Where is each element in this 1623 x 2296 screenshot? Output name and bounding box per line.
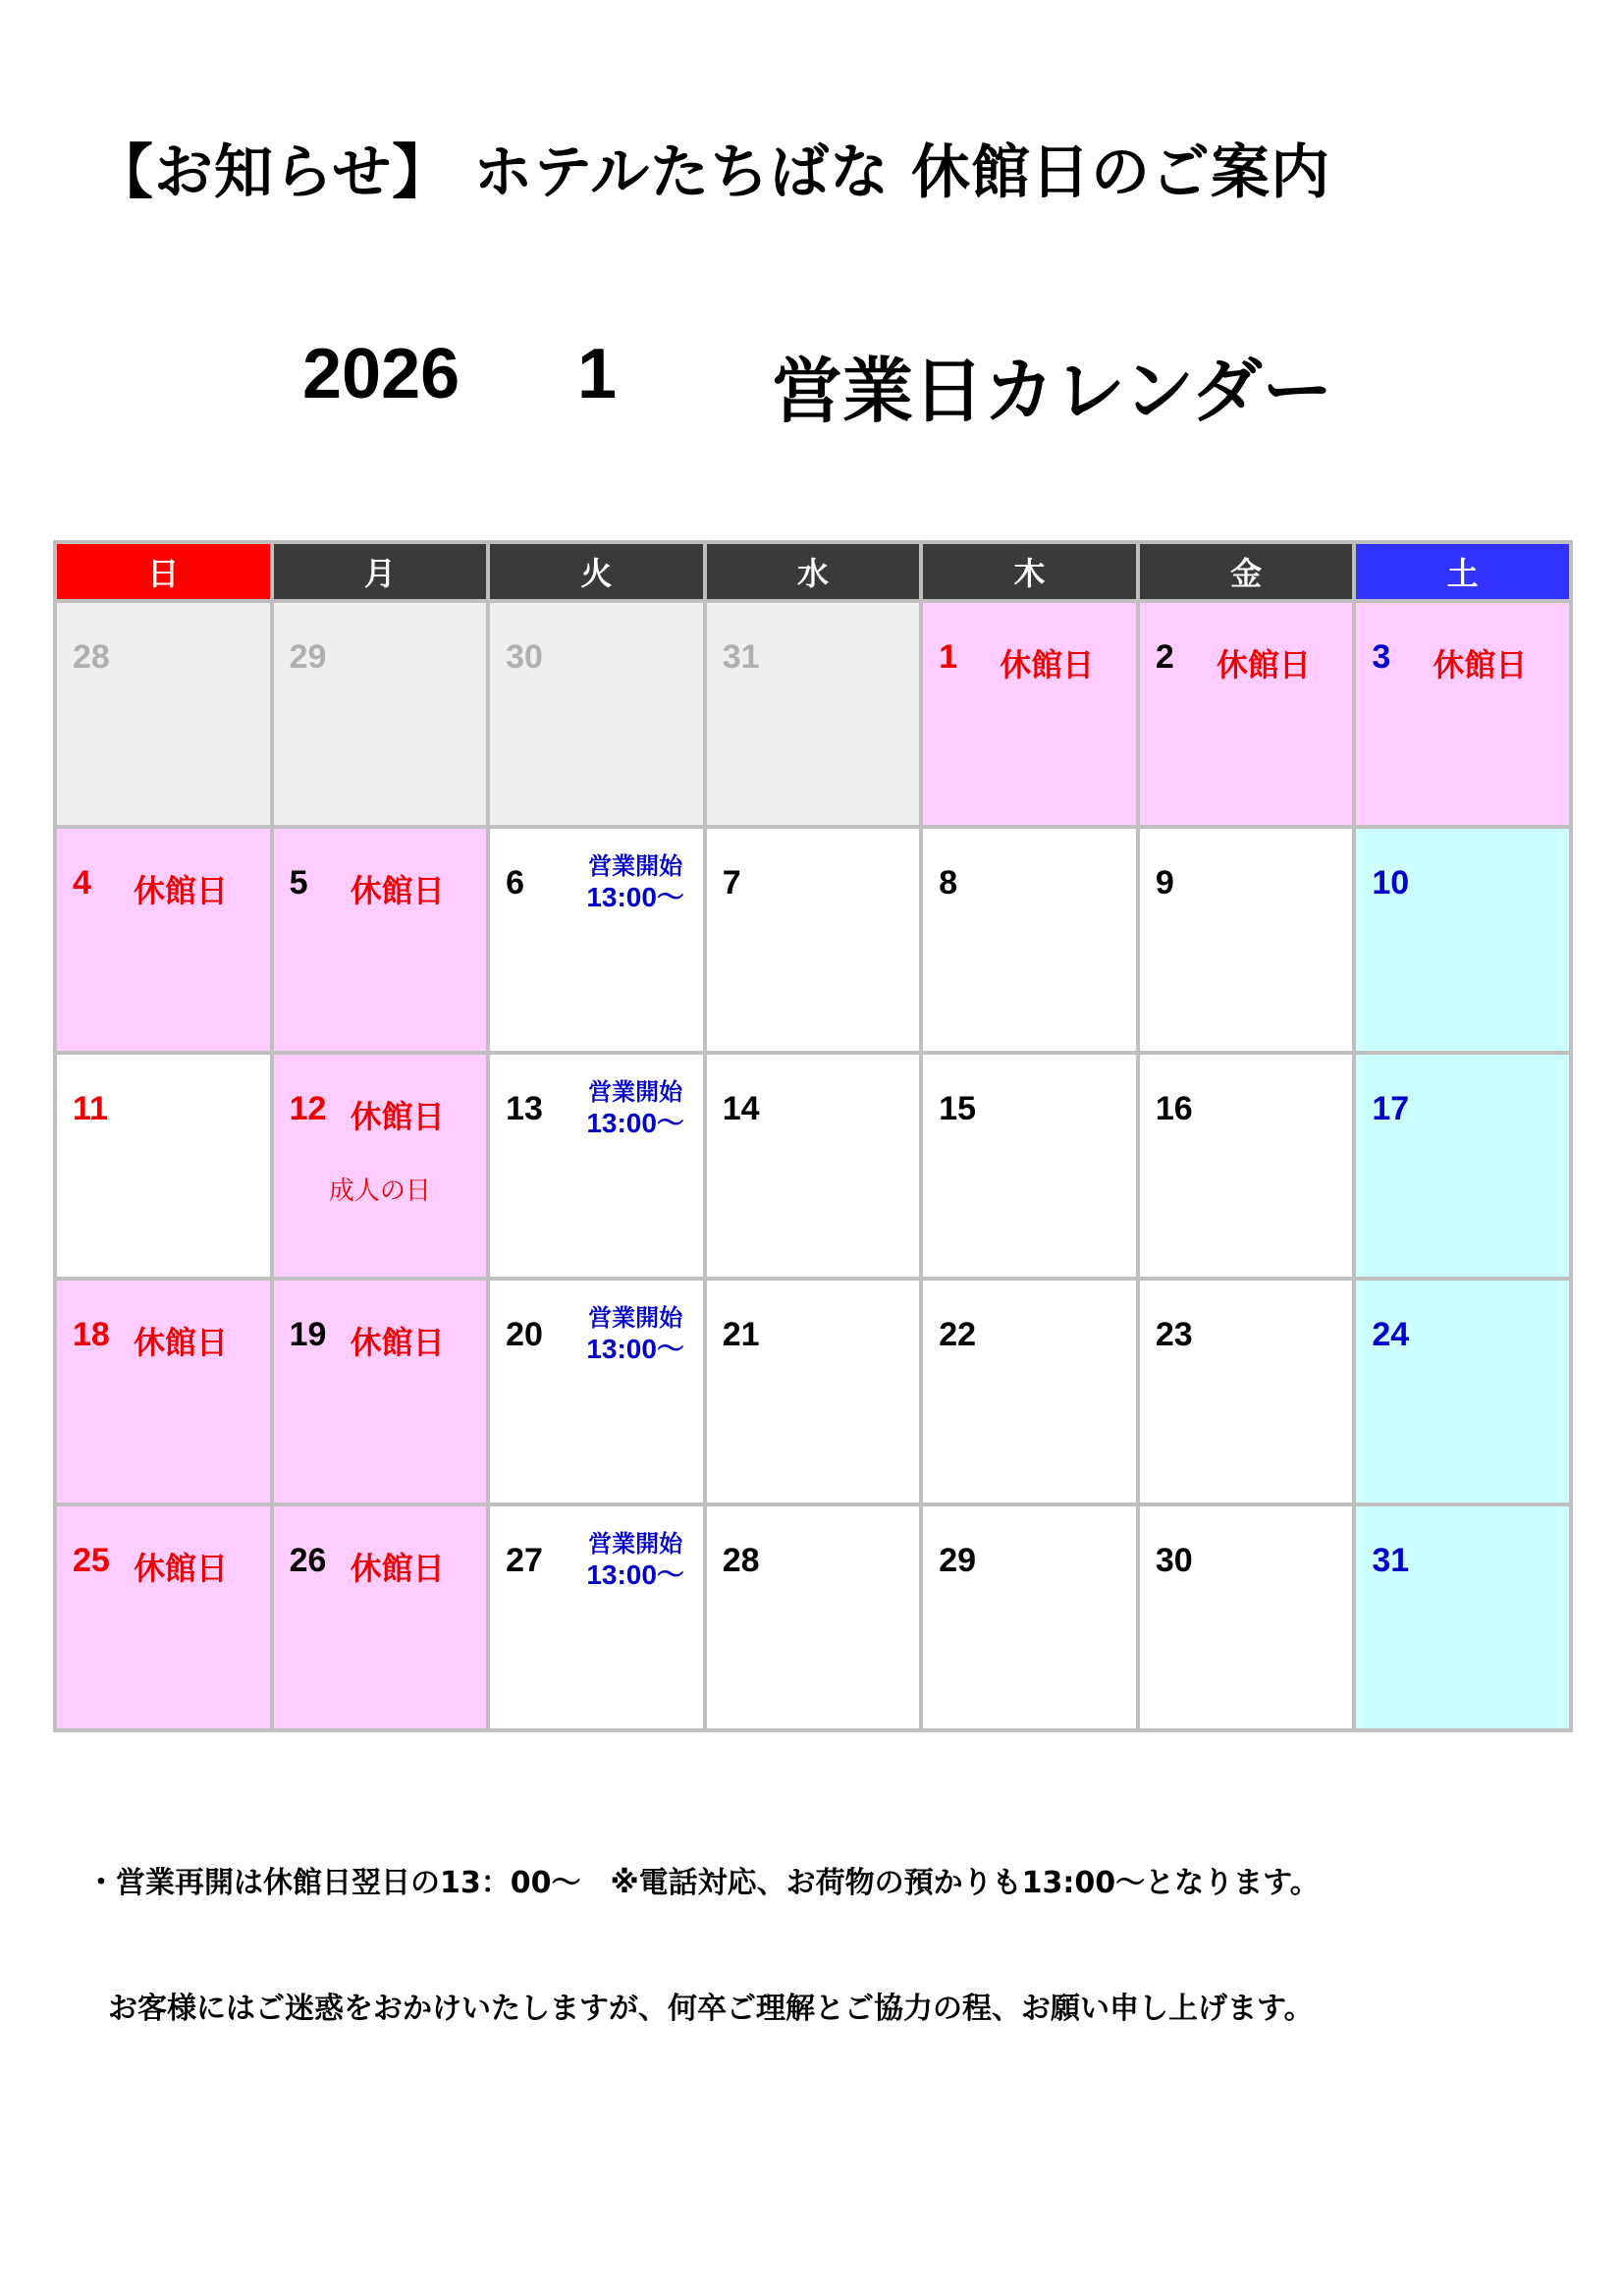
holiday-name: 成人の日: [328, 1176, 431, 1206]
day-cell-31: [1354, 1504, 1571, 1730]
day-cell-20: [488, 1279, 705, 1504]
calendar-week-1: [55, 601, 1571, 827]
weekday-header-fri: 金: [1138, 542, 1355, 601]
day-cell-9: [1138, 827, 1355, 1053]
calendar-week-5: [55, 1504, 1571, 1730]
calendar-title: [0, 334, 1623, 432]
day-cell-25: [55, 1504, 272, 1730]
day-number: 30: [506, 638, 543, 676]
closed-badge: 休館日: [1000, 646, 1095, 683]
day-cell-prev-30: [488, 601, 705, 827]
day-number: 4: [73, 864, 91, 902]
open-note-time: 13:00～: [586, 1108, 684, 1138]
closed-badge: 休館日: [134, 1550, 229, 1587]
day-cell-24: [1354, 1279, 1571, 1504]
open-time-note: [578, 1302, 692, 1365]
day-cell-12: [272, 1053, 489, 1279]
day-number: 9: [1155, 864, 1174, 902]
open-time-note: [578, 1528, 692, 1591]
day-number: 24: [1372, 1316, 1410, 1353]
day-number: 30: [1155, 1542, 1193, 1579]
notice-title: 【お知らせ】 ホテルたちばな 休館日のご案内: [94, 138, 1330, 207]
day-cell-10: [1354, 827, 1571, 1053]
day-cell-prev-31: [705, 601, 922, 827]
day-cell-26: [272, 1504, 489, 1730]
weekday-header-mon: 月: [272, 542, 489, 601]
day-cell-11: [55, 1053, 272, 1279]
weekday-header-row: [55, 542, 1571, 601]
day-number: 28: [722, 1542, 760, 1579]
day-cell-8: [921, 827, 1138, 1053]
day-cell-13: [488, 1053, 705, 1279]
day-number: 17: [1372, 1090, 1410, 1127]
day-number: 26: [289, 1542, 327, 1579]
day-cell-1: [921, 601, 1138, 827]
day-cell-prev-28: [55, 601, 272, 827]
closed-badge: 休館日: [1216, 646, 1311, 683]
open-note-time: 13:00～: [586, 882, 684, 912]
day-number: 18: [73, 1316, 110, 1353]
day-cell-7: [705, 827, 922, 1053]
day-number: 11: [73, 1090, 108, 1127]
day-cell-6: [488, 827, 705, 1053]
calendar-week-3: [55, 1053, 1571, 1279]
day-cell-29: [921, 1504, 1138, 1730]
weekday-header-wed: 水: [705, 542, 922, 601]
weekday-header-sat: 土: [1354, 542, 1571, 601]
day-cell-23: [1138, 1279, 1355, 1504]
day-number: 29: [939, 1542, 977, 1579]
closed-badge: 休館日: [1433, 646, 1528, 683]
business-calendar: [53, 540, 1573, 1732]
day-number: 20: [506, 1316, 543, 1353]
day-cell-4: [55, 827, 272, 1053]
day-cell-14: [705, 1053, 922, 1279]
weekday-header-thu: 木: [921, 542, 1138, 601]
day-cell-5: [272, 827, 489, 1053]
closed-badge: 休館日: [134, 1324, 229, 1361]
day-cell-27: [488, 1504, 705, 1730]
day-cell-19: [272, 1279, 489, 1504]
day-number: 21: [722, 1316, 760, 1353]
day-cell-prev-29: [272, 601, 489, 827]
weekday-header-sun: 日: [55, 542, 272, 601]
day-cell-28: [705, 1504, 922, 1730]
weekday-header-tue: 火: [488, 542, 705, 601]
open-note-label: 営業開始: [588, 852, 683, 880]
day-number: 7: [722, 864, 741, 902]
reopening-footnote: ・営業再開は休館日翌日の13：00～ ※電話対応、お荷物の預かりも13:00～となります。: [86, 1866, 1320, 1900]
day-number: 6: [506, 864, 525, 902]
day-number: 13: [506, 1090, 543, 1127]
day-cell-22: [921, 1279, 1138, 1504]
day-cell-2: [1138, 601, 1355, 827]
day-number: 12: [289, 1090, 327, 1127]
day-cell-15: [921, 1053, 1138, 1279]
day-number: 25: [73, 1542, 110, 1579]
day-number: 27: [506, 1542, 543, 1579]
open-note-label: 営業開始: [588, 1304, 683, 1332]
day-number: 14: [722, 1090, 760, 1127]
day-number: 15: [939, 1090, 977, 1127]
closed-badge: 休館日: [350, 1324, 445, 1361]
day-number: 16: [1155, 1090, 1193, 1127]
day-number: 8: [939, 864, 958, 902]
day-number: 29: [289, 638, 327, 676]
day-cell-3: [1354, 601, 1571, 827]
day-number: 10: [1372, 864, 1410, 902]
calendar-week-4: [55, 1279, 1571, 1504]
day-number: 19: [289, 1316, 327, 1353]
day-cell-18: [55, 1279, 272, 1504]
day-number: 23: [1155, 1316, 1193, 1353]
day-cell-21: [705, 1279, 922, 1504]
day-cell-16: [1138, 1053, 1355, 1279]
day-number: 2: [1155, 638, 1174, 676]
day-number: 5: [289, 864, 308, 902]
day-cell-17: [1354, 1053, 1571, 1279]
closing-message: お客様にはご迷惑をおかけいたしますが、何卒ご理解とご協力の程、お願い申し上げます。: [108, 1992, 1314, 2026]
day-number: 31: [1372, 1542, 1410, 1579]
calendar-year: 2026: [302, 335, 460, 413]
closed-badge: 休館日: [350, 1098, 445, 1135]
open-note-label: 営業開始: [588, 1078, 683, 1106]
open-note-label: 営業開始: [588, 1530, 683, 1558]
day-cell-30: [1138, 1504, 1355, 1730]
day-number: 22: [939, 1316, 977, 1353]
closed-badge: 休館日: [134, 872, 229, 909]
day-number: 1: [939, 638, 958, 676]
calendar-month: 1: [577, 335, 618, 413]
day-number: 3: [1372, 638, 1391, 676]
open-note-time: 13:00～: [586, 1559, 684, 1590]
calendar-week-2: [55, 827, 1571, 1053]
day-number: 31: [722, 638, 760, 676]
closed-badge: 休館日: [350, 1550, 445, 1587]
calendar-label: 営業日カレンダー: [772, 350, 1333, 432]
open-time-note: [578, 850, 692, 913]
open-note-time: 13:00～: [586, 1334, 684, 1364]
closed-badge: 休館日: [350, 872, 445, 909]
open-time-note: [578, 1076, 692, 1139]
day-number: 28: [73, 638, 110, 676]
